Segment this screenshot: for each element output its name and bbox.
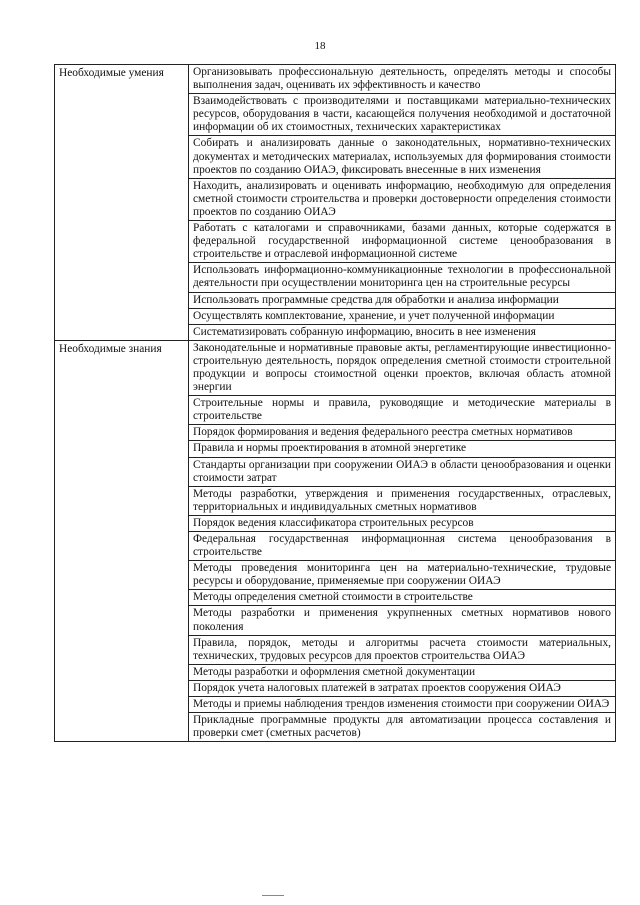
requirement-item: Методы разработки и оформления сметной документации — [189, 664, 616, 680]
requirement-item: Взаимодействовать с производителями и поставщиками материально-технических ресурсов, оборудования в части, касающейся получения необходимой и достаточной информации об их стоимостных, технических характеристиках — [189, 94, 616, 136]
requirement-item: Использовать программные средства для обработки и анализа информации — [189, 292, 616, 308]
requirement-item: Законодательные и нормативные правовые акты, регламентирующие инвестиционно-строительную деятельность, порядок определения сметной стоимости строительной продукции и вопросы стоимостной оценки проектов, включая область атомной энергии — [189, 340, 616, 395]
requirement-item: Правила, порядок, методы и алгоритмы расчета стоимости материальных, технических, трудовых ресурсов для проектов строительства ОИАЭ — [189, 635, 616, 664]
requirement-item: Использовать информационно-коммуникационные технологии в профессиональной деятельности при осуществлении мониторинга цен на строительные ресурсы — [189, 263, 616, 292]
requirement-item: Систематизировать собранную информацию, вносить в нее изменения — [189, 324, 616, 340]
section-label: Необходимые знания — [55, 340, 189, 742]
requirement-item: Методы разработки, утверждения и применения государственных, отраслевых, территориальных и индивидуальных сметных нормативов — [189, 486, 616, 515]
requirements-table-body — [55, 65, 616, 742]
requirement-item: Находить, анализировать и оценивать информацию, необходимую для определения сметной стоимости строительства и проверки достоверности определения стоимости проектов по созданию ОИАЭ — [189, 178, 616, 220]
scan-artifact — [262, 895, 284, 896]
page-number: 18 — [314, 40, 326, 52]
requirement-item: Собирать и анализировать данные о законодательных, нормативно-технических документах и методических материалах, используемых для формирования стоимости проектов по созданию ОИАЭ, фиксировать внесенные в них изменения — [189, 136, 616, 178]
requirement-item: Федеральная государственная информационная система ценообразования в строительстве — [189, 532, 616, 561]
requirement-item: Порядок формирования и ведения федерального реестра сметных нормативов — [189, 425, 616, 441]
section-label: Необходимые умения — [55, 65, 189, 341]
requirement-item: Методы проведения мониторинга цен на материально-технические, трудовые ресурсы и оборудование, применяемые при сооружении ОИАЭ — [189, 561, 616, 590]
requirement-item: Методы определения сметной стоимости в строительстве — [189, 590, 616, 606]
requirement-item: Порядок учета налоговых платежей в затратах проектов сооружения ОИАЭ — [189, 680, 616, 696]
requirement-item: Осуществлять комплектование, хранение, и учет полученной информации — [189, 308, 616, 324]
requirement-item: Методы и приемы наблюдения трендов изменения стоимости при сооружении ОИАЭ — [189, 697, 616, 713]
requirements-table — [54, 64, 616, 742]
table-row — [55, 65, 616, 94]
requirement-item: Правила и нормы проектирования в атомной энергетике — [189, 441, 616, 457]
requirement-item: Прикладные программные продукты для автоматизации процесса составления и проверки смет (сметных расчетов) — [189, 713, 616, 742]
requirement-item: Порядок ведения классификатора строительных ресурсов — [189, 515, 616, 531]
requirement-item: Строительные нормы и правила, руководящие и методические материалы в строительстве — [189, 396, 616, 425]
requirement-item: Работать с каталогами и справочниками, базами данных, которые содержатся в федеральной государственной информационной системе ценообразования в строительстве и отраслевой информационной системе — [189, 221, 616, 263]
table-row — [55, 340, 616, 395]
requirement-item: Стандарты организации при сооружении ОИАЭ в области ценообразования и оценки стоимости затрат — [189, 457, 616, 486]
requirement-item: Методы разработки и применения укрупненных сметных нормативов нового поколения — [189, 606, 616, 635]
requirement-item: Организовывать профессиональную деятельность, определять методы и способы выполнения задач, оценивать их эффективность и качество — [189, 65, 616, 94]
